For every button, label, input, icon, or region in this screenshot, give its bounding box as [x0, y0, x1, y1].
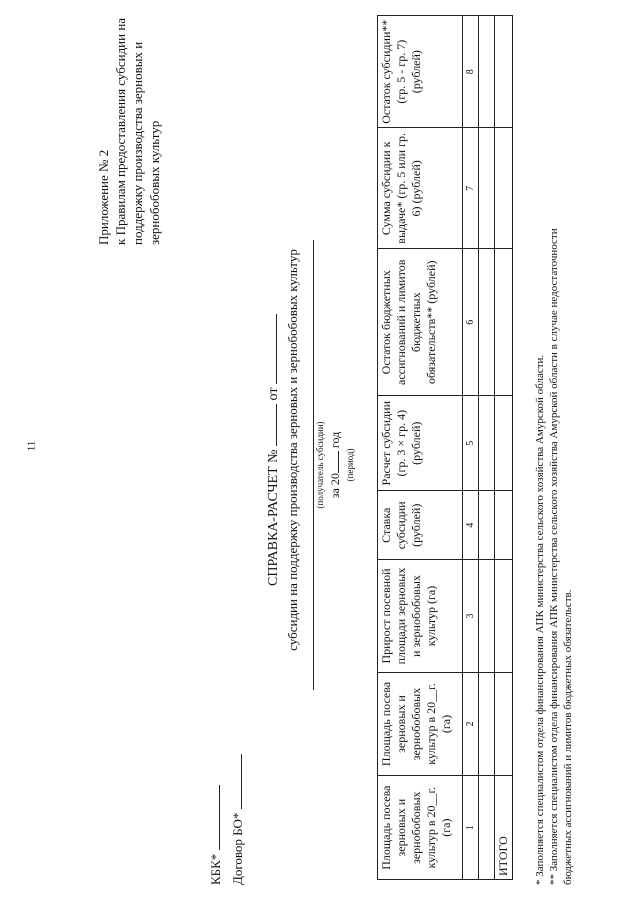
table-cell	[479, 16, 495, 128]
header-cell: Остаток бюджетных ассигнований и лимитов бюджетных обязательств** (рублей)	[378, 249, 463, 396]
header-cell: Остаток субсидии** (гр. 5 - гр. 7) (рублей)	[378, 16, 463, 128]
kbk-label: КБК*	[208, 853, 223, 885]
contract-field	[230, 754, 242, 809]
document-subtitle	[285, 140, 301, 760]
table-cell	[495, 16, 513, 128]
header-cell: Сумма субсидии к выдаче* (гр. 5 или гр. 6) (рублей)	[378, 128, 463, 249]
period-line	[328, 320, 343, 610]
footnotes	[533, 5, 575, 885]
header-cell: Площадь посева зерновых и зернобобовых культур в 20__г. (га)	[378, 776, 463, 880]
table-cell	[479, 560, 495, 672]
date-field	[265, 314, 277, 384]
total-label: ИТОГО	[495, 776, 513, 880]
kbk-block	[205, 754, 249, 885]
table-cell	[479, 776, 495, 880]
column-number: 4	[463, 491, 479, 560]
table-cell	[495, 128, 513, 249]
column-number: 6	[463, 249, 479, 396]
year-field	[328, 451, 339, 473]
annex-line-2: к Правилам предоставления субсидии на	[113, 17, 128, 245]
table-cell	[479, 396, 495, 491]
title-from: от	[266, 387, 281, 401]
column-number: 7	[463, 128, 479, 249]
table-row	[479, 16, 495, 880]
table-cell	[479, 128, 495, 249]
footnote-1: * Заполняется специалистом отдела финансирования АПК министерства сельского хозяйства Амурской области.	[534, 354, 546, 885]
annex-line-3: поддержку производства зерновых и	[130, 41, 145, 245]
table-cell	[495, 249, 513, 396]
rotated-form-sheet	[25, 0, 615, 900]
header-cell: Расчет субсидии (гр. 3 × гр. 4) (рублей)	[378, 396, 463, 491]
header-cell: Ставка субсидии (рублей)	[378, 491, 463, 560]
recipient-caption: (получатель субсидии)	[313, 240, 325, 690]
contract-label: Договор БО*	[230, 812, 245, 885]
column-number: 2	[463, 672, 479, 776]
title-text: СПРАВКА-РАСЧЕТ №	[266, 449, 281, 586]
page-number: 11	[25, 440, 38, 452]
column-number-row	[463, 16, 479, 880]
column-number: 8	[463, 16, 479, 128]
table-cell	[479, 672, 495, 776]
period-suffix: год	[328, 431, 342, 449]
table-cell	[495, 491, 513, 560]
table-cell	[495, 560, 513, 672]
footnote-3: бюджетных ассигнований и лимитов бюджетных обязательств.	[562, 589, 574, 885]
document-title	[265, 220, 282, 680]
calculation-table	[377, 15, 513, 880]
kbk-field	[208, 785, 220, 850]
annex-line-4: зернобобовых культур	[147, 120, 162, 245]
table-cell	[495, 672, 513, 776]
period-caption: (период)	[345, 448, 355, 482]
header-cell: Прирост посевной площади зерновых и зернобобовых культур (га)	[378, 560, 463, 672]
total-row	[495, 16, 513, 880]
period-prefix: за 20	[328, 473, 342, 499]
footnote-2: ** Заполняется специалистом отдела финансирования АПК министерства сельского хозяйства Амурской области в случае недостаточности	[548, 228, 560, 885]
table-header-row	[378, 16, 463, 880]
column-number: 5	[463, 396, 479, 491]
subtitle-text: субсидии на поддержку производства зерновых и зернобобовых культур	[285, 249, 300, 651]
column-number: 3	[463, 560, 479, 672]
annex-line-1: Приложение № 2	[96, 149, 111, 245]
annex-header	[95, 10, 163, 245]
number-field	[265, 404, 277, 446]
table-cell	[495, 396, 513, 491]
table-cell	[479, 249, 495, 396]
table-cell	[479, 491, 495, 560]
column-number: 1	[463, 776, 479, 880]
header-cell: Площадь посева зерновых и зернобобовых культур в 20__г. (га)	[378, 672, 463, 776]
